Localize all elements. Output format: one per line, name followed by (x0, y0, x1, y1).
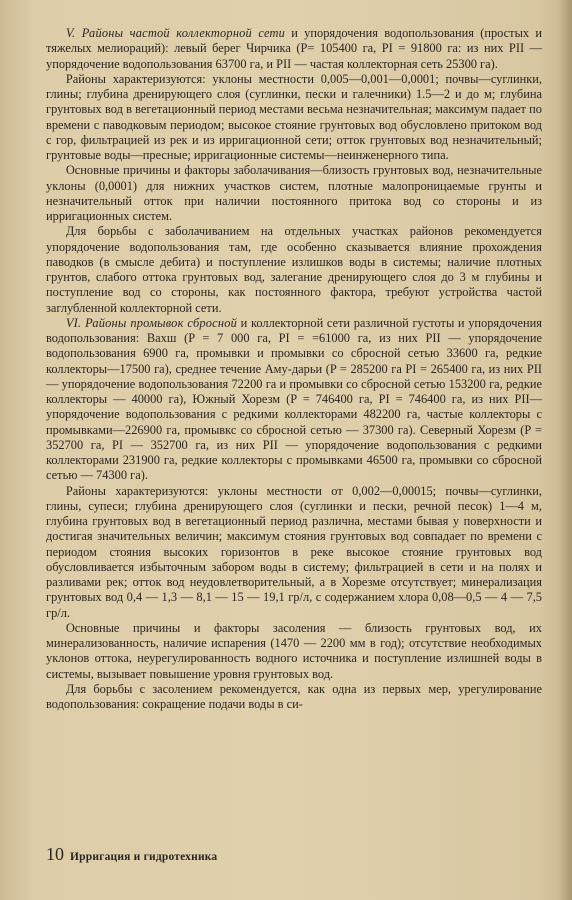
body-text (46, 26, 542, 712)
paragraph: Районы характеризуются: уклоны местности 0,005—0,001—0,0001; почвы—суглинки, глины; глубина дренирующего слоя (суглинки, пески и галечники) 1.5—2 и до м; глубина грунтовых вод в вегетационный период местами весьма незначительная; максимум падает по времени с паводковым периодом; высокое стояние грунтовых вод обусловлено притоком вод с гор, фильтрацией из рек и из ирригационной сети; отток грунтовых вод незначительный; грунтовые воды—пресные; ирригационные системы—неинженерного типа. (46, 71, 542, 162)
section-heading: V. Районы частой коллекторной сети (65, 26, 286, 40)
paragraph: Основные причины и факторы заболачивания—близость грунтовых вод, незначительные уклоны (0,0001) для нижних участков систем, плотные малопроницаемые грунты и незначительный отток при наличии постоянного притока вод со стороны и из ирригационных систем. (46, 163, 542, 223)
journal-title: Ирригация и гидротехника (70, 851, 218, 863)
paragraph: Основные причины и факторы засоления — близость грунтовых вод, их минерализованность, наличие испарения (1470 — 2200 мм в год); отсутствие необходимых уклонов оттока, неурегулированность водного источника и поступление излишней воды в системы, вызывает повышение уровня грунтовых вод. (46, 620, 542, 681)
paragraph-region-vi: VI. Районы промывок сбросной и коллекторной сети различной густоты и упорядочения водопользования: Вахш (P = 7 000 га, PI = =61000 га, из них PII — упорядочение водопользования 6900 га, промывки и промывки со сбросной сетью 33600 га, редкие коллекторы—17500 га), среднее течение Аму-дарьи (P = 285200 га PI = 265400 га, из них PII— упорядочение водопользования 72200 га и промывки со сбросной сетью 153200 га, редкие коллекторы — 40000 га), Южный Хорезм (P = 746400 га, PI = 746400 га, из них PII— упорядочение водопользования с редкими коллекторами 482200 га, частые коллекторы с промывками—226900 га, промывкс со сбросной сетью — 37300 га). Северный Хорезм (P = 352700 га, PI — 352700 га, из них PII — упорядочение водопользования с редкими коллекторами 231900 га, редкие коллекторы с промывками 46500 га, промывки со сбросной сетью — 74300 га). (46, 315, 542, 483)
section-heading: VI. Районы промывок сбросной (65, 315, 238, 330)
paragraph: Для борьбы с засолением рекомендуется, как одна из первых мер, урегулирование водопользования: сокращение подачи воды в си- (46, 681, 542, 711)
paragraph-region-v: V. Районы частой коллекторной сети и упорядочения водопользования (простых и тяжелых мелиораций): левый берег Чирчика (P= 105400 га, PI = 91800 га: из них PII — упорядочение водопользования 63700 га, и PII — частая коллекторная сеть 25300 га). (46, 26, 542, 71)
page-edge-shadow (558, 0, 572, 900)
paragraph: Районы характеризуются: уклоны местности от 0,002—0,00015; почвы—суглинки, глины, супеси; глубина дренирующего слоя (суглинки и пески, речной песок) 1—4 м, глубина грунтовых вод в вегетационный период различна, местами бывая у поверхности и достигая значительных величин; максимум стояния грунтовых вод совпадает по времени с периодом стояния высоких горизонтов в реке высокое стояние грунтовых вод обусловливается избыточным забором воды в систему; фильтрацией в сети и на полях и разливами рек; отток вод неудовлетворительный, а в Хорезме отсутствует; минерализация грунтовых вод 0,4 — 1,3 — 8,1 — 15 — 19,1 гр/л, с содержанием хлора 0,08—0,5 — 4 — 7,5 гр/л. (46, 483, 542, 620)
page-number: 10 (46, 844, 64, 864)
paragraph: Для борьбы с заболачиванием на отдельных участках районов рекомендуется упорядочение водопользования там, где особенно сказывается влияние прохождения паводков (в смысле дебита) и поступление излишков воды в системы; наличие плотных грунтов, слабого оттока грунтовых вод, залегание дренирующего слоя до 3 м глубины и поступление вод со стороны, как постоянного фактора, требуют устройства частой заглубленной коллекторной сети. (46, 224, 542, 315)
page-footer (46, 844, 217, 865)
